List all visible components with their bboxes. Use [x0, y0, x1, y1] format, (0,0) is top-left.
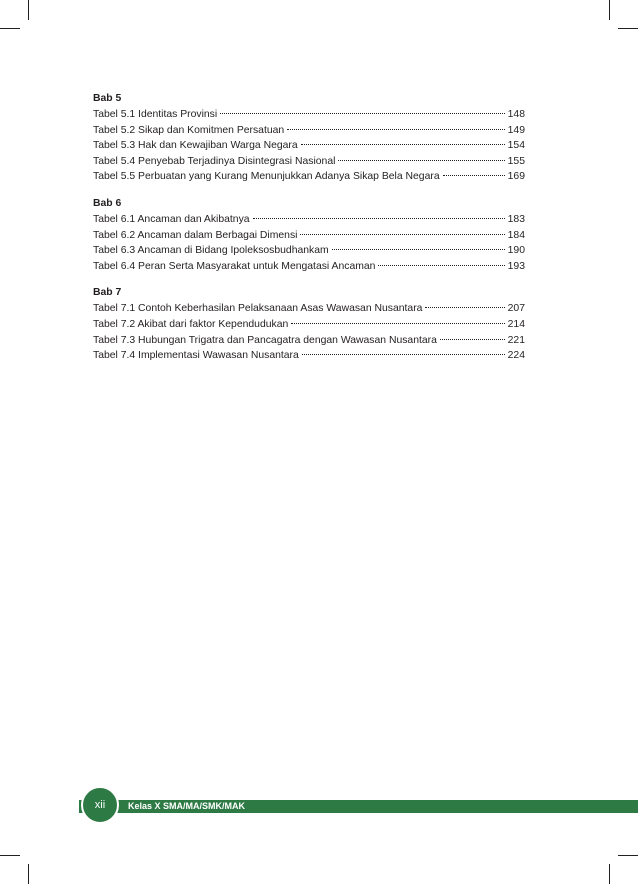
crop-mark	[618, 28, 638, 29]
page-number: xii	[81, 786, 119, 824]
entry-label: Tabel 7.4 Implementasi Wawasan Nusantara	[93, 350, 299, 362]
entry-page: 155	[507, 155, 525, 167]
entry-label: Tabel 5.4 Penyebab Terjadinya Disintegrasi Nasional	[93, 155, 336, 167]
entry-label: Tabel 7.3 Hubungan Trigatra dan Pancagatra dengan Wawasan Nusantara	[93, 334, 437, 346]
entry-label: Tabel 6.1 Ancaman dan Akibatnya	[93, 213, 250, 225]
dot-leader	[425, 307, 504, 308]
dot-leader	[253, 218, 505, 219]
crop-mark	[28, 864, 29, 884]
entry-page: 184	[507, 229, 525, 241]
entry-label: Tabel 6.2 Ancaman dalam Berbagai Dimensi	[93, 229, 298, 241]
crop-mark	[0, 855, 20, 856]
entry-page: 214	[507, 318, 525, 330]
entry-page: 224	[507, 350, 525, 362]
entry-page: 154	[507, 140, 525, 152]
toc-entry[interactable]	[93, 348, 525, 364]
toc-entry[interactable]	[93, 228, 525, 244]
section-title: Bab 5	[93, 93, 122, 104]
entry-page: 190	[507, 245, 525, 257]
toc-entry[interactable]	[93, 107, 525, 123]
dot-leader	[338, 160, 504, 161]
crop-mark	[0, 28, 20, 29]
entry-page: 193	[507, 260, 525, 272]
dot-leader	[220, 113, 504, 114]
toc-entry[interactable]	[93, 301, 525, 317]
crop-mark	[609, 864, 610, 884]
entry-label: Tabel 6.3 Ancaman di Bidang Ipoleksosbudhankam	[93, 245, 329, 257]
entry-label: Tabel 7.2 Akibat dari faktor Kependudukan	[93, 318, 289, 330]
entry-page: 148	[507, 109, 525, 120]
toc-section-bab-5	[93, 91, 525, 185]
dot-leader	[332, 249, 505, 250]
toc-entry[interactable]	[93, 138, 525, 154]
crop-mark	[609, 0, 610, 20]
crop-mark	[618, 855, 638, 856]
toc-entry[interactable]	[93, 169, 525, 185]
dot-leader	[287, 129, 504, 130]
entry-label: Tabel 5.5 Perbuatan yang Kurang Menunjukkan Adanya Sikap Bela Negara	[93, 171, 440, 183]
toc-entry[interactable]	[93, 212, 525, 228]
crop-mark	[28, 0, 29, 20]
entry-label: Tabel 5.3 Hak dan Kewajiban Warga Negara	[93, 140, 298, 152]
dot-leader	[440, 339, 505, 340]
book-title: Kelas X SMA/MA/SMK/MAK	[128, 801, 246, 811]
entry-page: 149	[507, 124, 525, 136]
toc-entry[interactable]	[93, 317, 525, 333]
entry-label: Tabel 5.1 Identitas Provinsi	[93, 109, 218, 120]
toc-entry[interactable]	[93, 333, 525, 349]
dot-leader	[302, 354, 505, 355]
toc-entry[interactable]	[93, 154, 525, 170]
entry-page: 207	[507, 303, 525, 315]
section-title: Bab 7	[93, 287, 122, 299]
toc-section-bab-7	[93, 285, 525, 363]
toc-section-bab-6	[93, 196, 525, 274]
dot-leader	[291, 323, 504, 324]
toc-entry[interactable]	[93, 123, 525, 139]
entry-label: Tabel 5.2 Sikap dan Komitmen Persatuan	[93, 124, 285, 136]
entry-page: 221	[507, 334, 525, 346]
dot-leader	[443, 175, 505, 176]
section-title: Bab 6	[93, 197, 122, 209]
dot-leader	[300, 234, 504, 235]
entry-label: Tabel 6.4 Peran Serta Masyarakat untuk Mengatasi Ancaman	[93, 260, 376, 272]
toc-entry[interactable]	[93, 259, 525, 275]
dot-leader	[301, 144, 505, 145]
entry-label: Tabel 7.1 Contoh Keberhasilan Pelaksanaan Asas Wawasan Nusantara	[93, 303, 423, 315]
table-of-tables	[93, 91, 525, 375]
entry-page: 169	[507, 171, 525, 183]
dot-leader	[378, 265, 504, 266]
entry-page: 183	[507, 213, 525, 225]
toc-entry[interactable]	[93, 243, 525, 259]
